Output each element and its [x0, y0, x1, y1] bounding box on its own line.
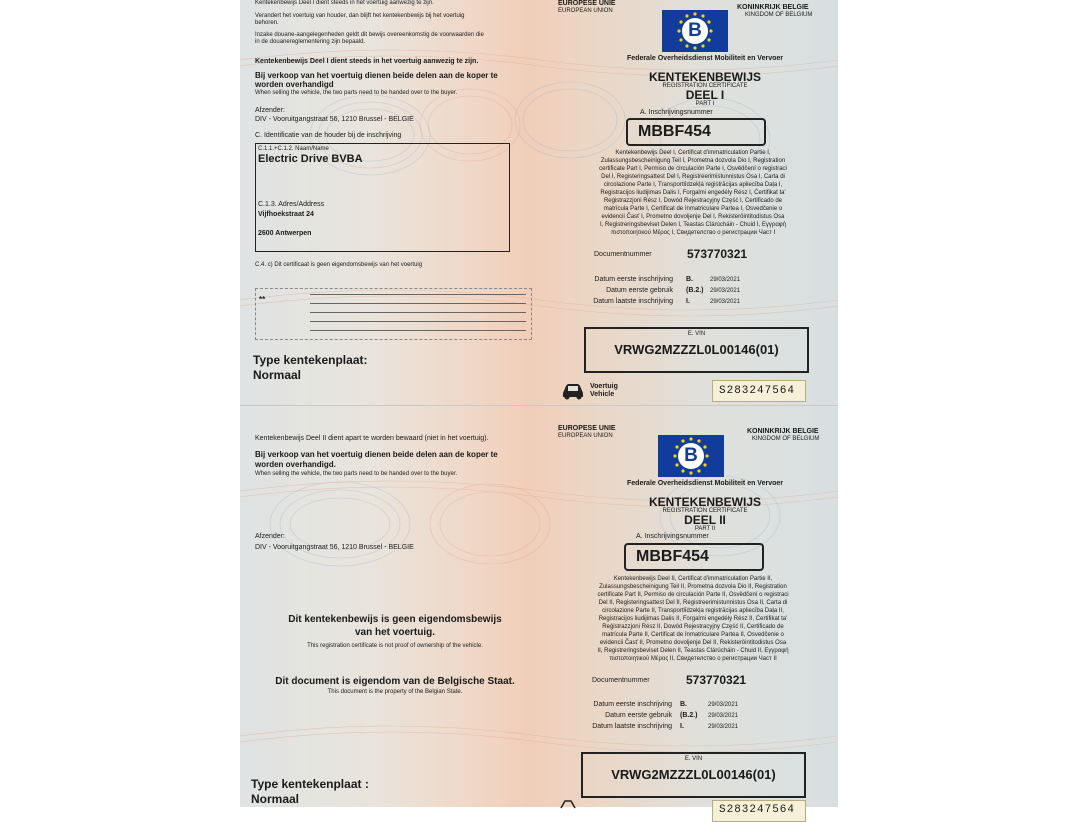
reg-number-label: A. Inschrijvingsnummer	[640, 109, 713, 116]
vehicle-label-en: Vehicle	[590, 391, 615, 398]
intro-line: in de douanereglementering zijn bepaald.	[255, 39, 366, 45]
last-reg-code: I.	[686, 298, 690, 305]
multilang-line: I, Registreringsbeviset Delen I, Teastas Clárúcháin - Chuid I, Εγγραφή	[599, 222, 787, 228]
holder-name: Electric Drive BVBA	[258, 153, 363, 165]
ownership-note-en: This registration certificate is not proof of ownership of the vehicle.	[307, 643, 483, 649]
first-use-date: 29/03/2021	[710, 288, 741, 294]
registration-document	[240, 0, 838, 816]
vin-box	[584, 327, 809, 373]
state-property-note-en: This document is the property of the Belgian State.	[327, 689, 463, 695]
plate-type-label: Type kentekenplaat :	[251, 777, 369, 791]
vin-value: VRWG2MZZZL0L00146(01)	[614, 342, 779, 357]
part-one	[240, 0, 838, 405]
multilang-line: evidencii Časť I, Prometno dovoljenje Del I, Rekisteröintitodistus Osa	[601, 214, 785, 220]
reg-number-label: A. Inschrijvingsnummer	[636, 533, 709, 540]
intro-line: behoren.	[255, 20, 279, 26]
sender-value: DIV - Vooruitgangstraat 56, 1210 Brussel - BELGIE	[255, 116, 414, 123]
first-use-label: Datum eerste gebruik	[606, 287, 673, 294]
authority: Federale Overheidsdienst Mobiliteit en Vervoer	[627, 480, 783, 487]
first-reg-label: Datum eerste inschrijving	[594, 276, 673, 283]
plate-number: MBBF454	[638, 123, 711, 140]
last-reg-date: 29/03/2021	[708, 724, 739, 730]
car-icon	[560, 382, 586, 400]
part-title: DEEL I	[685, 88, 725, 102]
remark-line	[310, 321, 526, 322]
multilang-line: Registracijos liudijimas Dalis II, Forgalmi engedély Rész II, Ċertifikat ta'	[598, 616, 788, 622]
keep-separate-note: Kentekenbewijs Deel II dient apart te worden bewaard (niet in het voertuig).	[255, 435, 489, 442]
part-title-en: PART II	[694, 526, 716, 532]
country-code: B	[678, 443, 704, 469]
serial-number: S283247564	[719, 804, 796, 816]
multilang-line: certificate Part I, Permiso de circulación Parte I, Osvědčení o registraci	[599, 166, 787, 172]
multilang-line: Registracijos liudijimas Dalis I, Forgalmi engedély Rész I, Ċertifikat ta'	[600, 190, 786, 196]
ownership-note: van het voertuig.	[354, 627, 435, 638]
plate-type-value: Normaal	[251, 792, 300, 806]
part-title: DEEL II	[684, 513, 726, 527]
first-use-code: (B.2.)	[680, 712, 698, 719]
kingdom-label-en: KINGDOM OF BELGIUM	[745, 12, 813, 18]
stars: **	[259, 295, 266, 304]
first-reg-date: 29/03/2021	[708, 702, 739, 708]
sale-note: worden overhandigd	[255, 80, 334, 89]
plate-type-value: Normaal	[253, 368, 302, 382]
multilang-line: Reġistrazzjoni Rész II, Dowód Rejestracyjny Część II, Certificado de	[602, 624, 784, 630]
first-reg-code: B.	[686, 276, 693, 283]
serial-sticker	[712, 800, 806, 822]
eu-flag-icon	[658, 435, 724, 477]
top-cut-text: Kentekenbewijs Deel I dient steeds in het voertuig aanwezig te zijn.	[255, 0, 434, 6]
kingdom-label: KONINKRIJK BELGIE	[747, 428, 819, 435]
remark-line	[310, 294, 526, 295]
eu-label: EUROPESE UNIE	[558, 425, 616, 432]
kingdom-label: KONINKRIJK BELGIE	[737, 4, 809, 11]
doc-title: KENTEKENBEWIJS	[648, 70, 761, 84]
vin-box	[581, 752, 806, 798]
multilang-line: Kentekenbewijs Deel II, Certificat d'immatriculation Partie II,	[613, 576, 773, 582]
doc-title-en: REGISTRATION CERTIFICATE	[662, 508, 748, 514]
holder-heading: C. Identificatie van de houder bij de inschrijving	[255, 132, 402, 139]
authority: Federale Overheidsdienst Mobiliteit en Vervoer	[627, 55, 783, 62]
remarks-box	[255, 288, 532, 340]
eu-label-en: EUROPEAN UNION	[558, 433, 613, 439]
doc-title: KENTEKENBEWIJS	[648, 495, 761, 509]
sale-note: Bij verkoop van het voertuig dienen beide delen aan de koper te	[255, 450, 498, 459]
remark-line	[310, 312, 526, 313]
last-reg-date: 29/03/2021	[710, 299, 741, 305]
vin-value: VRWG2MZZZL0L00146(01)	[611, 767, 776, 782]
kingdom-label-en: KINGDOM OF BELGIUM	[752, 436, 820, 442]
sender-label: Afzender:	[255, 533, 285, 540]
multilang-line: Zulassungsbescheinigung Teil I, Prometna dozvola Dio I, Registration	[600, 158, 786, 164]
plate-number: MBBF454	[636, 548, 709, 565]
eu-flag-icon	[662, 10, 728, 52]
sale-note-en: When selling the vehicle, the two parts need to be handed over to the buyer.	[255, 90, 458, 96]
vehicle-label: Voertuig	[590, 383, 618, 390]
docnum-value: 573770321	[687, 247, 748, 261]
multilang-line: Del II, Registeringsattest Del II, Registreerimistunnistus Osa II, Carta di	[598, 600, 788, 606]
multilang-line: certificate Part II, Permiso de circulación Parte II, Osvědčení o registraci	[597, 592, 789, 598]
serial-number: S283247564	[719, 385, 796, 397]
car-icon	[560, 800, 576, 808]
multilang-line: circolazione Parte I, Transportlīdzekļa registrācijas apliecība Daļa I,	[603, 182, 783, 188]
multilang-line: matrícula Parte II, Certificat de înmatriculare Partea II, Osvedčenie o	[602, 632, 784, 638]
state-property-note: Dit document is eigendom van de Belgische Staat.	[275, 676, 515, 687]
serial-sticker	[712, 380, 806, 402]
c4-label: C.4. c) Dit certificaat is geen eigendomsbewijs van het voertuig	[255, 262, 423, 268]
multilang-line: πιστοποιητικού Μέρος I, Свидетелство о регистрации Част I	[610, 230, 776, 236]
multilang-line: circolazione Parte II, Transportlīdzekļa registrācijas apliecība Daļa II,	[602, 608, 784, 614]
multilang-line: πιστοποιητικού Μέρος II, Свидетелство о регистрации Част II	[609, 656, 777, 662]
last-reg-label: Datum laatste inschrijving	[593, 298, 673, 305]
address-street: Vijfhoekstraat 24	[258, 211, 314, 218]
multilang-line: Del I, Registeringsattest Del I, Registreerimistunnistus Osa I, Carta di	[601, 174, 785, 180]
docnum-value: 573770321	[686, 673, 747, 687]
last-reg-code: I.	[680, 723, 684, 730]
sale-note-en: When selling the vehicle, the two parts need to be handed over to the buyer.	[255, 471, 458, 477]
docnum-label: Documentnummer	[592, 677, 650, 684]
multilang-line: II, Registreringsbeviset Delen II, Teastas Clárúcháin - Chuid II, Εγγραφή	[597, 648, 789, 654]
eu-label: EUROPESE UNIE	[558, 0, 616, 7]
first-use-date: 29/03/2021	[708, 713, 739, 719]
sale-note: Bij verkoop van het voertuig dienen beide delen aan de koper te	[255, 71, 498, 80]
country-code: B	[682, 18, 708, 44]
plate-number-box	[626, 118, 766, 146]
remark-line	[310, 330, 526, 331]
plate-number-box	[624, 543, 764, 571]
multilang-line: Kentekenbewijs Deel I, Certificat d'immatriculation Partie I,	[615, 150, 771, 156]
first-reg-code: B.	[680, 701, 687, 708]
intro-line: Inzake douane-aangelegenheden geldt dit bewijs overeenkomstig de voorwaarden die	[255, 32, 484, 38]
address-city: 2600 Antwerpen	[258, 230, 312, 237]
multilang-line: Reġistrazzjoni Rész I, Dowód Rejestracyjny Część I, Certificado de	[603, 198, 783, 204]
sender-label: Afzender:	[255, 107, 285, 114]
multilang-line: evidencii Časť II, Prometno dovoljenje Del II, Rekisteröintitodistus Osa	[599, 640, 787, 646]
remark-line	[310, 303, 526, 304]
first-reg-label: Datum eerste inschrijving	[593, 701, 672, 708]
sender-value: DIV - Vooruitgangstraat 56, 1210 Brussel - BELGIE	[255, 544, 414, 551]
part-two	[240, 405, 838, 816]
docnum-label: Documentnummer	[594, 251, 652, 258]
ownership-note: Dit kentekenbewijs is geen eigendomsbewijs	[288, 614, 502, 625]
last-reg-label: Datum laatste inschrijving	[592, 723, 672, 730]
vin-label: E. VIN	[684, 756, 703, 762]
doc-title-en: REGISTRATION CERTIFICATE	[662, 83, 748, 89]
must-be-in-vehicle-note: Kentekenbewijs Deel I dient steeds in het voertuig aanwezig te zijn.	[255, 58, 479, 65]
intro-line: Verandert het voertuig van houder, dan blijft het kentekenbewijs bij het voertuig	[255, 13, 465, 19]
first-use-label: Datum eerste gebruik	[605, 712, 672, 719]
name-label: C.1.1.+C.1.2. Naam/Name	[258, 146, 329, 152]
sale-note: worden overhandigd.	[255, 460, 336, 469]
vin-label: E. VIN	[687, 331, 706, 337]
eu-label-en: EUROPEAN UNION	[558, 8, 613, 14]
first-reg-date: 29/03/2021	[710, 277, 741, 283]
part-title-en: PART I	[695, 101, 715, 107]
plate-type-label: Type kentekenplaat:	[253, 353, 368, 367]
multilang-line: matrícula Parte I, Certificat de înmatriculare Partea I, Osvedčenie o	[603, 206, 783, 212]
address-label: C.1.3. Adres/Address	[258, 201, 325, 208]
first-use-code: (B.2.)	[686, 287, 704, 294]
multilang-line: Zulassungsbescheinigung Teil II, Prometna dozvola Dio II, Registration	[599, 584, 787, 590]
